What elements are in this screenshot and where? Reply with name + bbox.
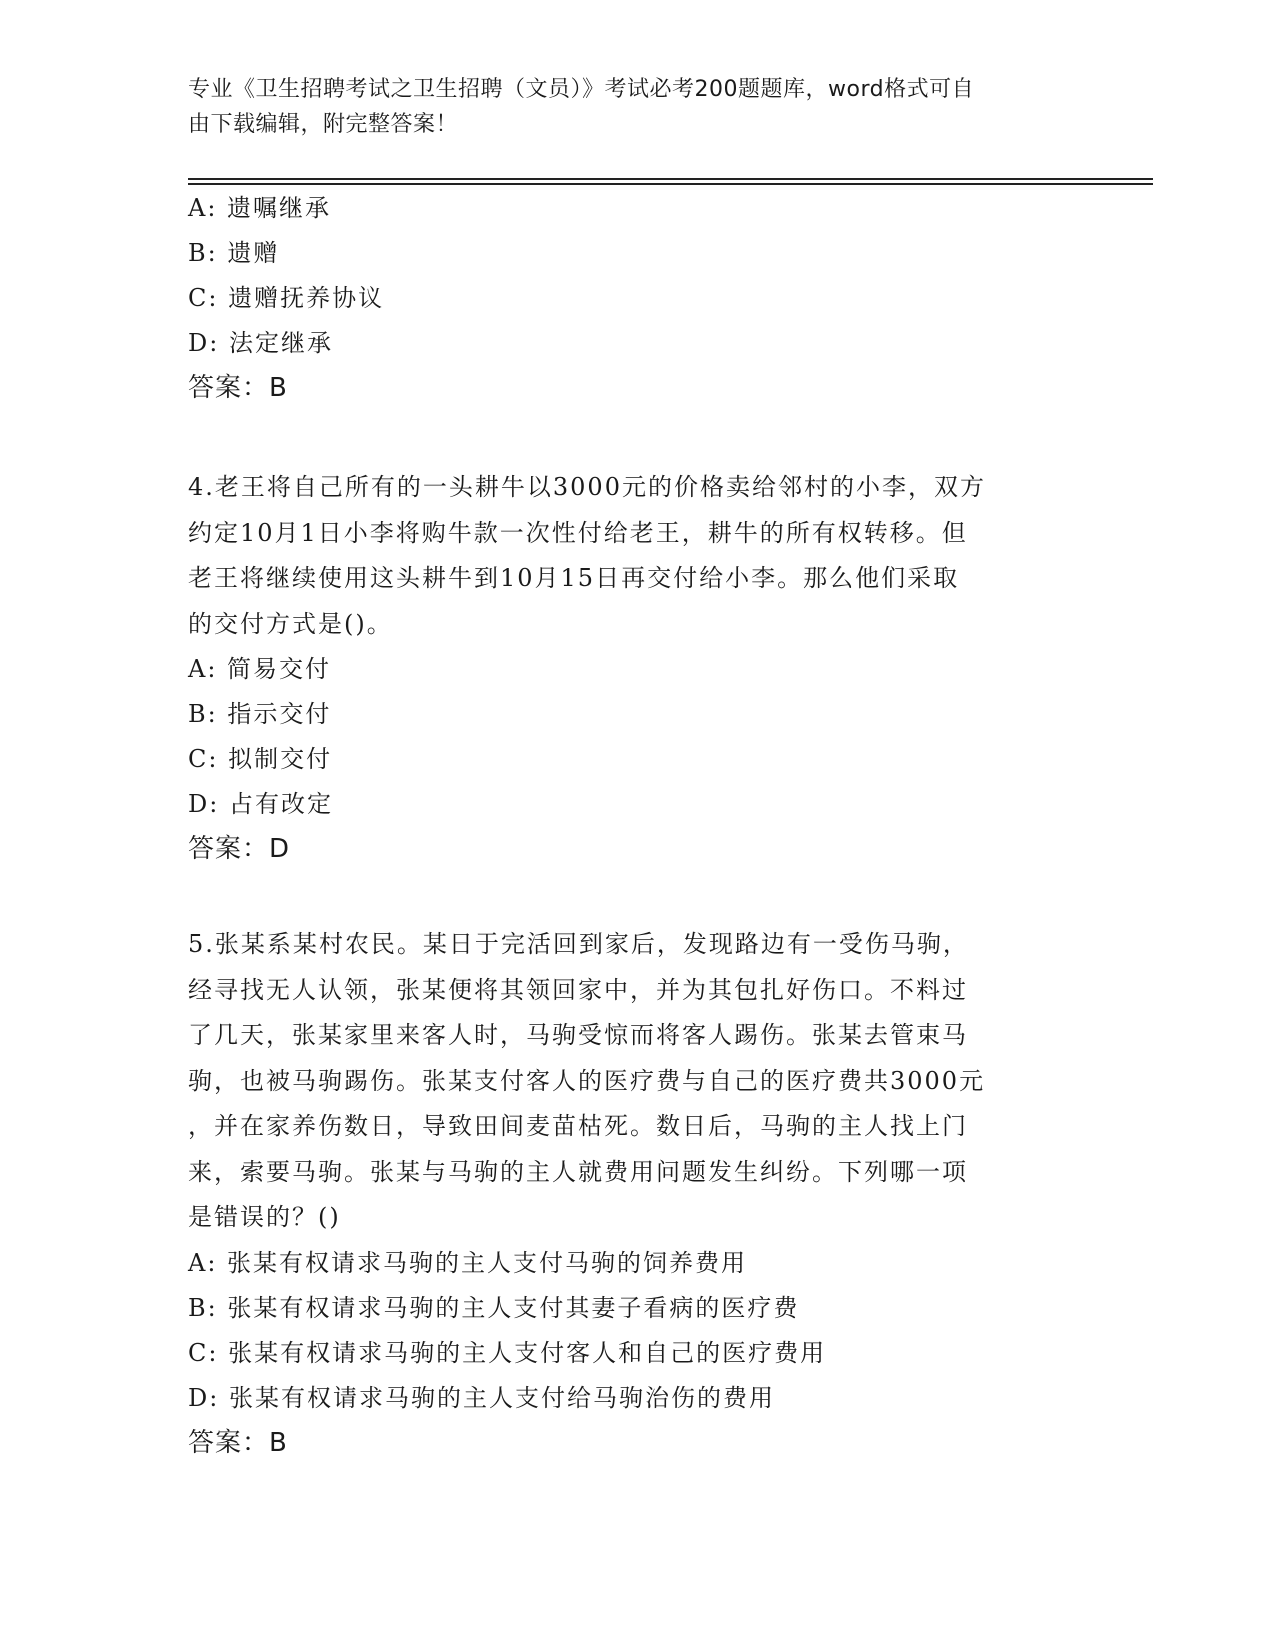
option-a: A: 简易交付 bbox=[188, 655, 332, 683]
option-d: D: 张某有权请求马驹的主人支付给马驹治伤的费用 bbox=[188, 1383, 775, 1412]
option-a: A: 遗嘱继承 bbox=[188, 194, 332, 222]
question-stem-line: 驹，也被马驹踢伤。张某支付客人的医疗费与自己的医疗费共3000元 bbox=[188, 1066, 986, 1095]
question-stem-line: 了几天，张某家里来客人时，马驹受惊而将客人踢伤。张某去管束马 bbox=[188, 1021, 968, 1049]
question-stem-line: 是错误的？() bbox=[188, 1203, 341, 1231]
option-c: C: 张某有权请求马驹的主人支付客人和自己的医疗费用 bbox=[188, 1338, 827, 1367]
question-stem-line: 约定10月1日小李将购牛款一次性付给老王，耕牛的所有权转移。但 bbox=[188, 518, 968, 547]
option-b: B: 指示交付 bbox=[188, 700, 332, 728]
option-d: D: 占有改定 bbox=[188, 790, 333, 818]
question-4-block bbox=[188, 465, 1088, 872]
answer-line: 答案：B bbox=[188, 373, 288, 403]
option-b: B: 遗赠 bbox=[188, 239, 280, 267]
option-d: D: 法定继承 bbox=[188, 329, 333, 357]
option-c: C: 拟制交付 bbox=[188, 745, 333, 773]
document-header bbox=[188, 72, 1088, 142]
header-rule-bottom bbox=[188, 183, 1153, 185]
header-line: 由下载编辑，附完整答案！ bbox=[188, 112, 459, 137]
answer-line: 答案：B bbox=[188, 1427, 288, 1458]
option-b: B: 张某有权请求马驹的主人支付其妻子看病的医疗费 bbox=[188, 1293, 800, 1322]
header-rule-top bbox=[188, 178, 1153, 180]
option-a: A: 张某有权请求马驹的主人支付马驹的饲养费用 bbox=[188, 1248, 748, 1277]
answer-line: 答案：D bbox=[188, 834, 291, 864]
question-5-block bbox=[188, 922, 1088, 1466]
question-stem-line: 来，索要马驹。张某与马驹的主人就费用问题发生纠纷。下列哪一项 bbox=[188, 1157, 968, 1186]
question-stem-line: 老王将继续使用这头耕牛到10月15日再交付给小李。那么他们采取 bbox=[188, 564, 960, 592]
question-stem-line: 5.张某系某村农民。某日于完活回到家后，发现路边有一受伤马驹， bbox=[188, 930, 969, 958]
question-stem-line: 的交付方式是()。 bbox=[188, 609, 393, 638]
header-line: 专业《卫生招聘考试之卫生招聘（文员）》考试必考200题题库，word格式可自 bbox=[188, 77, 975, 102]
question-stem-line: 4.老王将自己所有的一头耕牛以3000元的价格卖给邻村的小李，双方 bbox=[188, 473, 986, 501]
option-c: C: 遗赠抚养协议 bbox=[188, 284, 385, 312]
question-stem-line: ，并在家养伤数日，导致田间麦苗枯死。数日后，马驹的主人找上门 bbox=[188, 1112, 968, 1140]
question-stem-line: 经寻找无人认领，张某便将其领回家中，并为其包扎好伤口。不料过 bbox=[188, 975, 968, 1004]
question-3-block bbox=[188, 186, 1088, 411]
